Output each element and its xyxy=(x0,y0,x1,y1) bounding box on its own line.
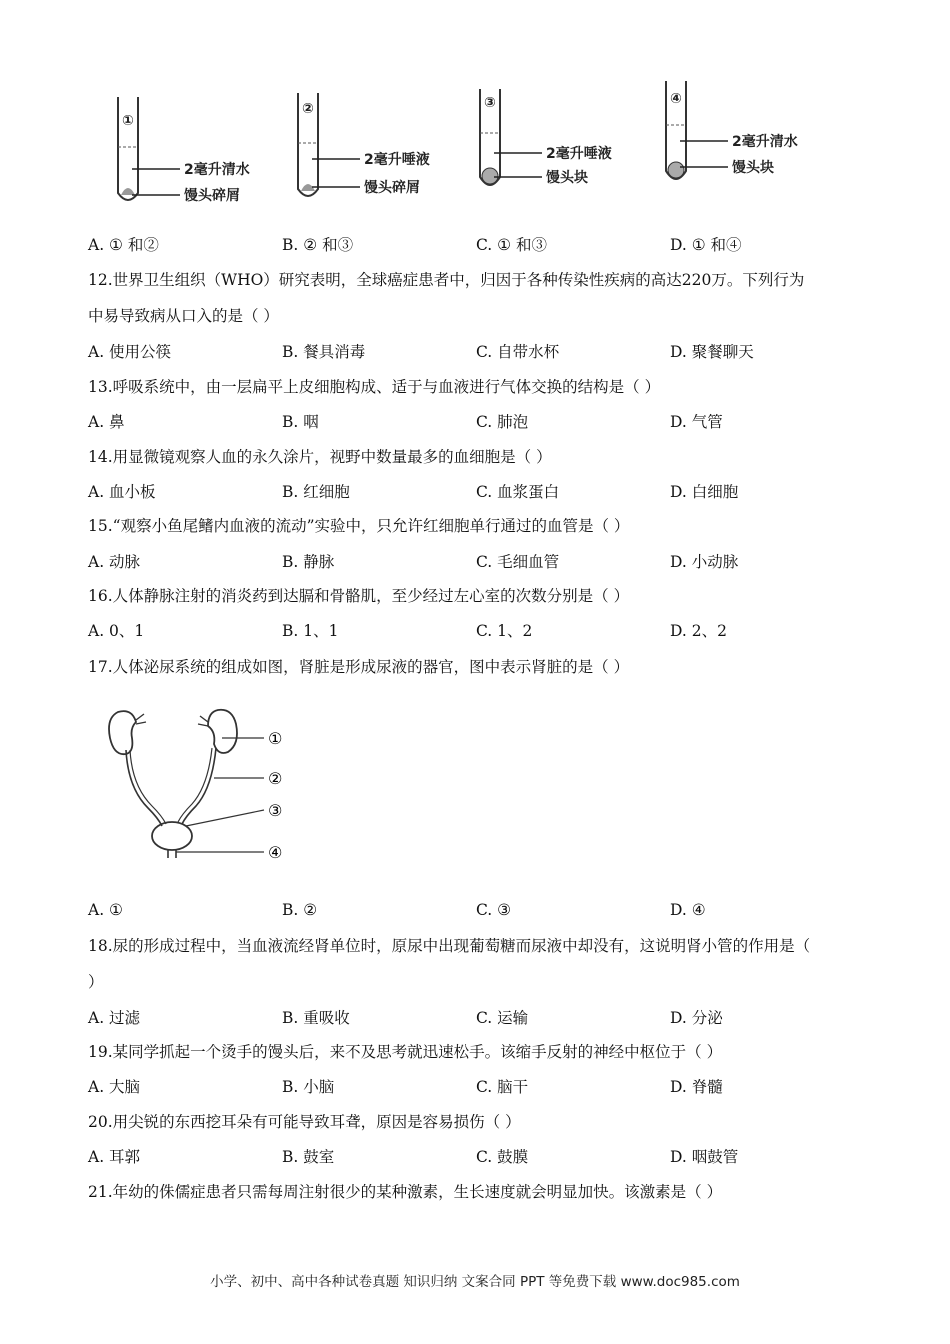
q16-option-a[interactable]: A. 0、1 xyxy=(88,622,145,640)
q15-option-c[interactable]: C. 毛细血管 xyxy=(476,553,560,571)
q19-option-b[interactable]: B. 小脑 xyxy=(282,1078,335,1096)
test-tube-3 xyxy=(480,89,612,186)
q12-option-c[interactable]: C. 自带水杯 xyxy=(476,343,560,361)
q18-option-c[interactable]: C. 运输 xyxy=(476,1009,529,1027)
tube-liquid-label: 2毫升清水 xyxy=(732,134,798,150)
figure-label-4: ④ xyxy=(268,843,283,862)
q18-option-d[interactable]: D. 分泌 xyxy=(670,1009,723,1027)
q19-stem: 19.某同学抓起一个烫手的馒头后，来不及思考就迅速松手。该缩手反射的神经中枢位于（ ） xyxy=(88,1043,723,1061)
tube-liquid-label: 2毫升唾液 xyxy=(546,146,612,162)
tube-liquid-label: 2毫升唾液 xyxy=(364,152,430,168)
q13-option-a[interactable]: A. 鼻 xyxy=(88,413,125,431)
q15-option-d[interactable]: D. 小动脉 xyxy=(670,553,739,571)
q13-option-c[interactable]: C. 肺泡 xyxy=(476,413,529,431)
q11-option-c[interactable]: C. ① 和③ xyxy=(476,236,547,254)
q15-option-a[interactable]: A. 动脉 xyxy=(88,553,141,571)
right-kidney xyxy=(208,710,237,753)
q20-option-d[interactable]: D. 咽鼓管 xyxy=(670,1148,739,1166)
q17-option-c[interactable]: C. ③ xyxy=(476,901,512,919)
tube-number: ② xyxy=(302,101,314,117)
tube-number: ③ xyxy=(484,95,496,111)
figure-label-2: ② xyxy=(268,769,283,788)
tube-number: ④ xyxy=(670,91,682,107)
q14-option-c[interactable]: C. 血浆蛋白 xyxy=(476,483,560,501)
q12-option-d[interactable]: D. 聚餐聊天 xyxy=(670,343,754,361)
q19-option-d[interactable]: D. 脊髓 xyxy=(670,1078,723,1096)
q12-option-b[interactable]: B. 餐具消毒 xyxy=(282,343,366,361)
urethra xyxy=(168,850,176,858)
urinary-system-figure xyxy=(100,698,300,868)
q18-stem-line2: ） xyxy=(88,973,104,991)
q17-option-b[interactable]: B. ② xyxy=(282,901,318,919)
q21-stem: 21.年幼的侏儒症患者只需每周注射很少的某种激素，生长速度就会明显加快。该激素是（ ） xyxy=(88,1183,723,1201)
tube-number: ① xyxy=(122,113,134,129)
q17-option-a[interactable]: A. ① xyxy=(88,901,123,919)
left-ureter-inner xyxy=(130,750,166,824)
q18-option-a[interactable]: A. 过滤 xyxy=(88,1009,141,1027)
test-tube-2 xyxy=(298,93,430,196)
q19-option-c[interactable]: C. 脑干 xyxy=(476,1078,529,1096)
q15-stem: 15.“观察小鱼尾鳍内血液的流动”实验中，只允许红细胞单行通过的血管是（ ） xyxy=(88,517,630,535)
q17-option-d[interactable]: D. ④ xyxy=(670,901,706,919)
figure-label-3: ③ xyxy=(268,801,283,820)
q20-option-c[interactable]: C. 鼓膜 xyxy=(476,1148,529,1166)
figure-label-1: ① xyxy=(268,729,283,748)
q11-option-b[interactable]: B. ② 和③ xyxy=(282,236,354,254)
q12-option-a[interactable]: A. 使用公筷 xyxy=(88,343,172,361)
q14-option-a[interactable]: A. 血小板 xyxy=(88,483,156,501)
q16-option-d[interactable]: D. 2、2 xyxy=(670,622,727,640)
q16-stem: 16.人体静脉注射的消炎药到达膈和骨骼肌，至少经过左心室的次数分别是（ ） xyxy=(88,587,630,605)
q14-option-b[interactable]: B. 红细胞 xyxy=(282,483,350,501)
q13-stem: 13.呼吸系统中，由一层扁平上皮细胞构成、适于与血液进行气体交换的结构是（ ） xyxy=(88,378,661,396)
test-tube-4 xyxy=(666,81,798,179)
q14-option-d[interactable]: D. 白细胞 xyxy=(670,483,739,501)
right-ureter-inner xyxy=(178,748,212,822)
q19-option-a[interactable]: A. 大脑 xyxy=(88,1078,141,1096)
q18-stem-line1: 18.尿的形成过程中，当血液流经肾单位时，原尿中出现葡萄糖而尿液中却没有，这说明肾小管的作用是（ xyxy=(88,937,811,955)
tube-solid-label: 馒头块 xyxy=(546,170,588,186)
q11-option-a[interactable]: A. ① 和② xyxy=(88,236,159,254)
q20-stem: 20.用尖锐的东西挖耳朵有可能导致耳聋，原因是容易损伤（ ） xyxy=(88,1113,521,1131)
test-tube-figure xyxy=(100,75,860,215)
q16-option-b[interactable]: B. 1、1 xyxy=(282,622,339,640)
tube-solid-label: 馒头碎屑 xyxy=(364,180,420,196)
q12-stem-line2: 中易导致病从口入的是（ ） xyxy=(88,307,279,325)
q11-option-d[interactable]: D. ① 和④ xyxy=(670,236,742,254)
q13-option-b[interactable]: B. 咽 xyxy=(282,413,319,431)
q20-option-b[interactable]: B. 鼓室 xyxy=(282,1148,335,1166)
left-kidney xyxy=(109,711,136,754)
q12-stem-line1: 12.世界卫生组织（WHO）研究表明，全球癌症患者中，归因于各种传染性疾病的高达220万。下列行为 xyxy=(88,271,805,289)
q13-option-d[interactable]: D. 气管 xyxy=(670,413,723,431)
q16-option-c[interactable]: C. 1、2 xyxy=(476,622,533,640)
q15-option-b[interactable]: B. 静脉 xyxy=(282,553,335,571)
q17-stem: 17.人体泌尿系统的组成如图，肾脏是形成尿液的器官，图中表示肾脏的是（ ） xyxy=(88,658,630,676)
test-tube-1 xyxy=(118,97,250,204)
tube-solid-label: 馒头块 xyxy=(732,160,774,176)
tube-liquid-label: 2毫升清水 xyxy=(184,162,250,178)
page-footer: 小学、初中、高中各种试卷真题 知识归纳 文案合同 PPT 等免费下载 www.doc985.com xyxy=(210,1274,740,1290)
q20-option-a[interactable]: A. 耳郭 xyxy=(88,1148,141,1166)
bladder xyxy=(152,822,192,850)
q14-stem: 14.用显微镜观察人血的永久涂片，视野中数量最多的血细胞是（ ） xyxy=(88,448,552,466)
tube-solid-label: 馒头碎屑 xyxy=(184,188,240,204)
q18-option-b[interactable]: B. 重吸收 xyxy=(282,1009,350,1027)
